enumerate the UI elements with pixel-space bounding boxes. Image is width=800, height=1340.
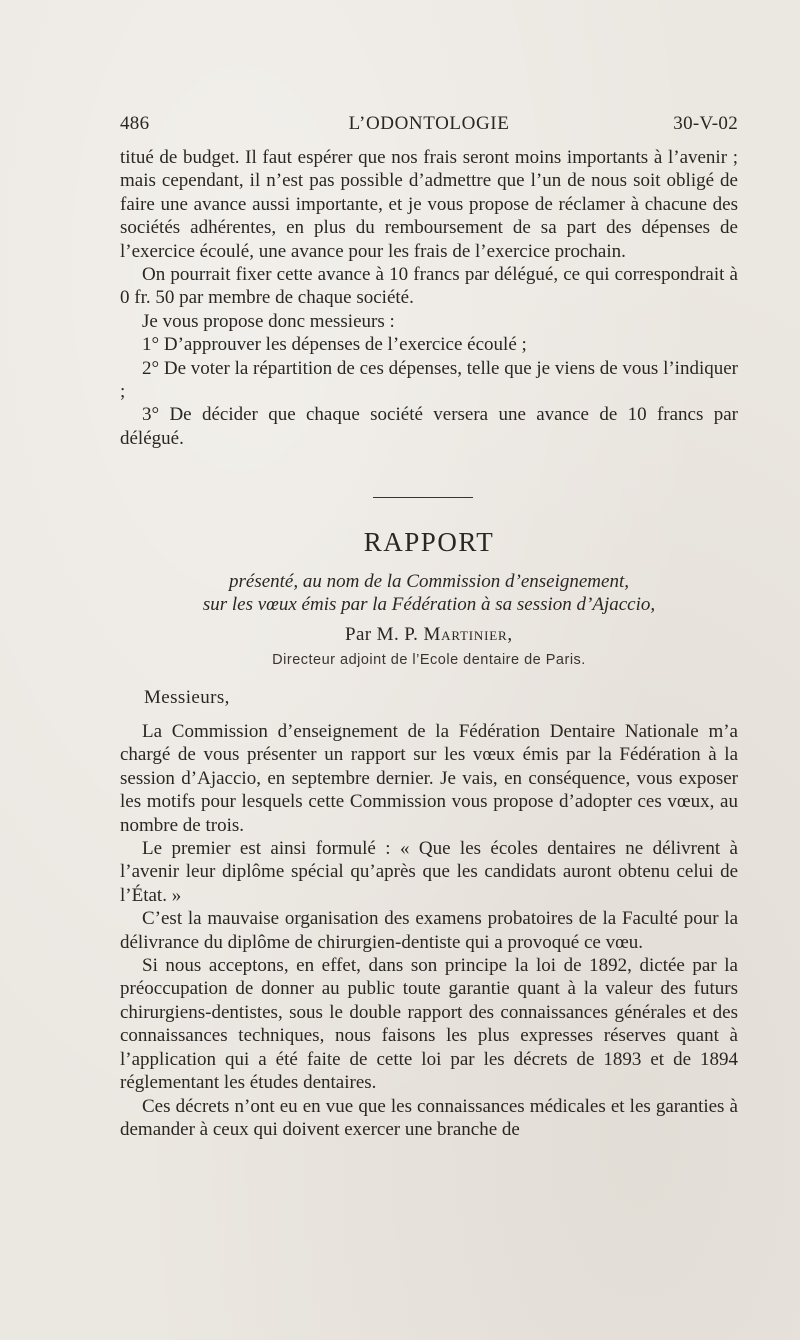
paragraph: Si nous acceptons, en effet, dans son principe la loi de 1892, dictée par la préoccupation de donner au public toute garantie quant à la valeur des futurs chirurgiens-dentistes, sous le double rapport des connaissances générales et des connaissances techniques, nous faisons les plus expresses réserves quant à l’application qui a été faite de cette loi par les décrets de 1893 et de 1894 réglementant les études dentaires. xyxy=(120,955,738,1094)
paragraph: 3° De décider que chaque société versera une avance de 10 francs par délégué. xyxy=(120,404,738,449)
section-divider xyxy=(373,497,473,498)
author-role: Directeur adjoint de l’Ecole dentaire de Paris. xyxy=(272,652,586,668)
treasurer-report-text xyxy=(120,146,738,450)
paragraph: On pourrait fixer cette avance à 10 francs par délégué, ce qui correspondrait à 0 fr. 50 par membre de chaque société. xyxy=(120,264,738,309)
author-name: Martinier, xyxy=(423,624,513,645)
author-prefix: Par M. P. xyxy=(345,624,419,645)
report-author xyxy=(120,624,738,646)
report-subtitle-line-2: sur les vœux émis par la Fédération à sa session d’Ajaccio, xyxy=(202,594,656,615)
paragraph: 2° De voter la répartition de ces dépenses, telle que je viens de vous l’indiquer ; xyxy=(120,357,738,403)
report-title: RAPPORT xyxy=(363,527,495,557)
page-header xyxy=(120,113,738,139)
paragraph: Je vous propose donc messieurs : xyxy=(142,310,395,332)
paragraph: La Commission d’enseignement de la Fédération Dentaire Nationale m’a chargé de vous présenter un rapport sur les vœux émis par la Fédération à la session d’Ajaccio, en septembre dernier. Je vais, en conséquence, vous exposer les motifs pour lesquels cette Commission vous propose d’adopter ces vœux, au nombre de trois. xyxy=(120,721,738,836)
paragraph: titué de budget. Il faut espérer que nos frais seront moins importants à l’avenir ; mais cependant, il n’est pas possible d’admettre que l’un de nous soit obligé de faire une avance aussi importante, et je vous propose de réclamer à chacune des sociétés adhérentes, en plus du remboursement de sa part des dépenses de l’exercice écoulé, une avance pour les frais de l’exercice prochain. xyxy=(120,147,738,262)
running-title: L’ODONTOLOGIE xyxy=(348,113,510,134)
paragraph: C’est la mauvaise organisation des examens probatoires de la Faculté pour la délivrance du diplôme de chirurgien-dentiste qui a provoqué ce vœu. xyxy=(120,908,738,953)
salutation: Messieurs, xyxy=(144,687,230,708)
paragraph: Le premier est ainsi formulé : « Que les écoles dentaires ne délivrent à l’avenir leur diplôme spécial qu’après que les candidats auront obtenu celui de l’État. » xyxy=(120,838,738,906)
report-subtitle-line-1: présenté, au nom de la Commission d’enseignement, xyxy=(229,571,629,592)
page-number: 486 xyxy=(120,113,150,134)
paragraph: 1° D’approuver les dépenses de l’exercice écoulé ; xyxy=(142,334,527,356)
issue-date: 30-V-02 xyxy=(673,113,738,134)
paragraph: Ces décrets n’ont eu en vue que les connaissances médicales et les garanties à demander à ceux qui doivent exercer une branche de xyxy=(120,1095,738,1140)
report-body-text xyxy=(120,720,738,1141)
